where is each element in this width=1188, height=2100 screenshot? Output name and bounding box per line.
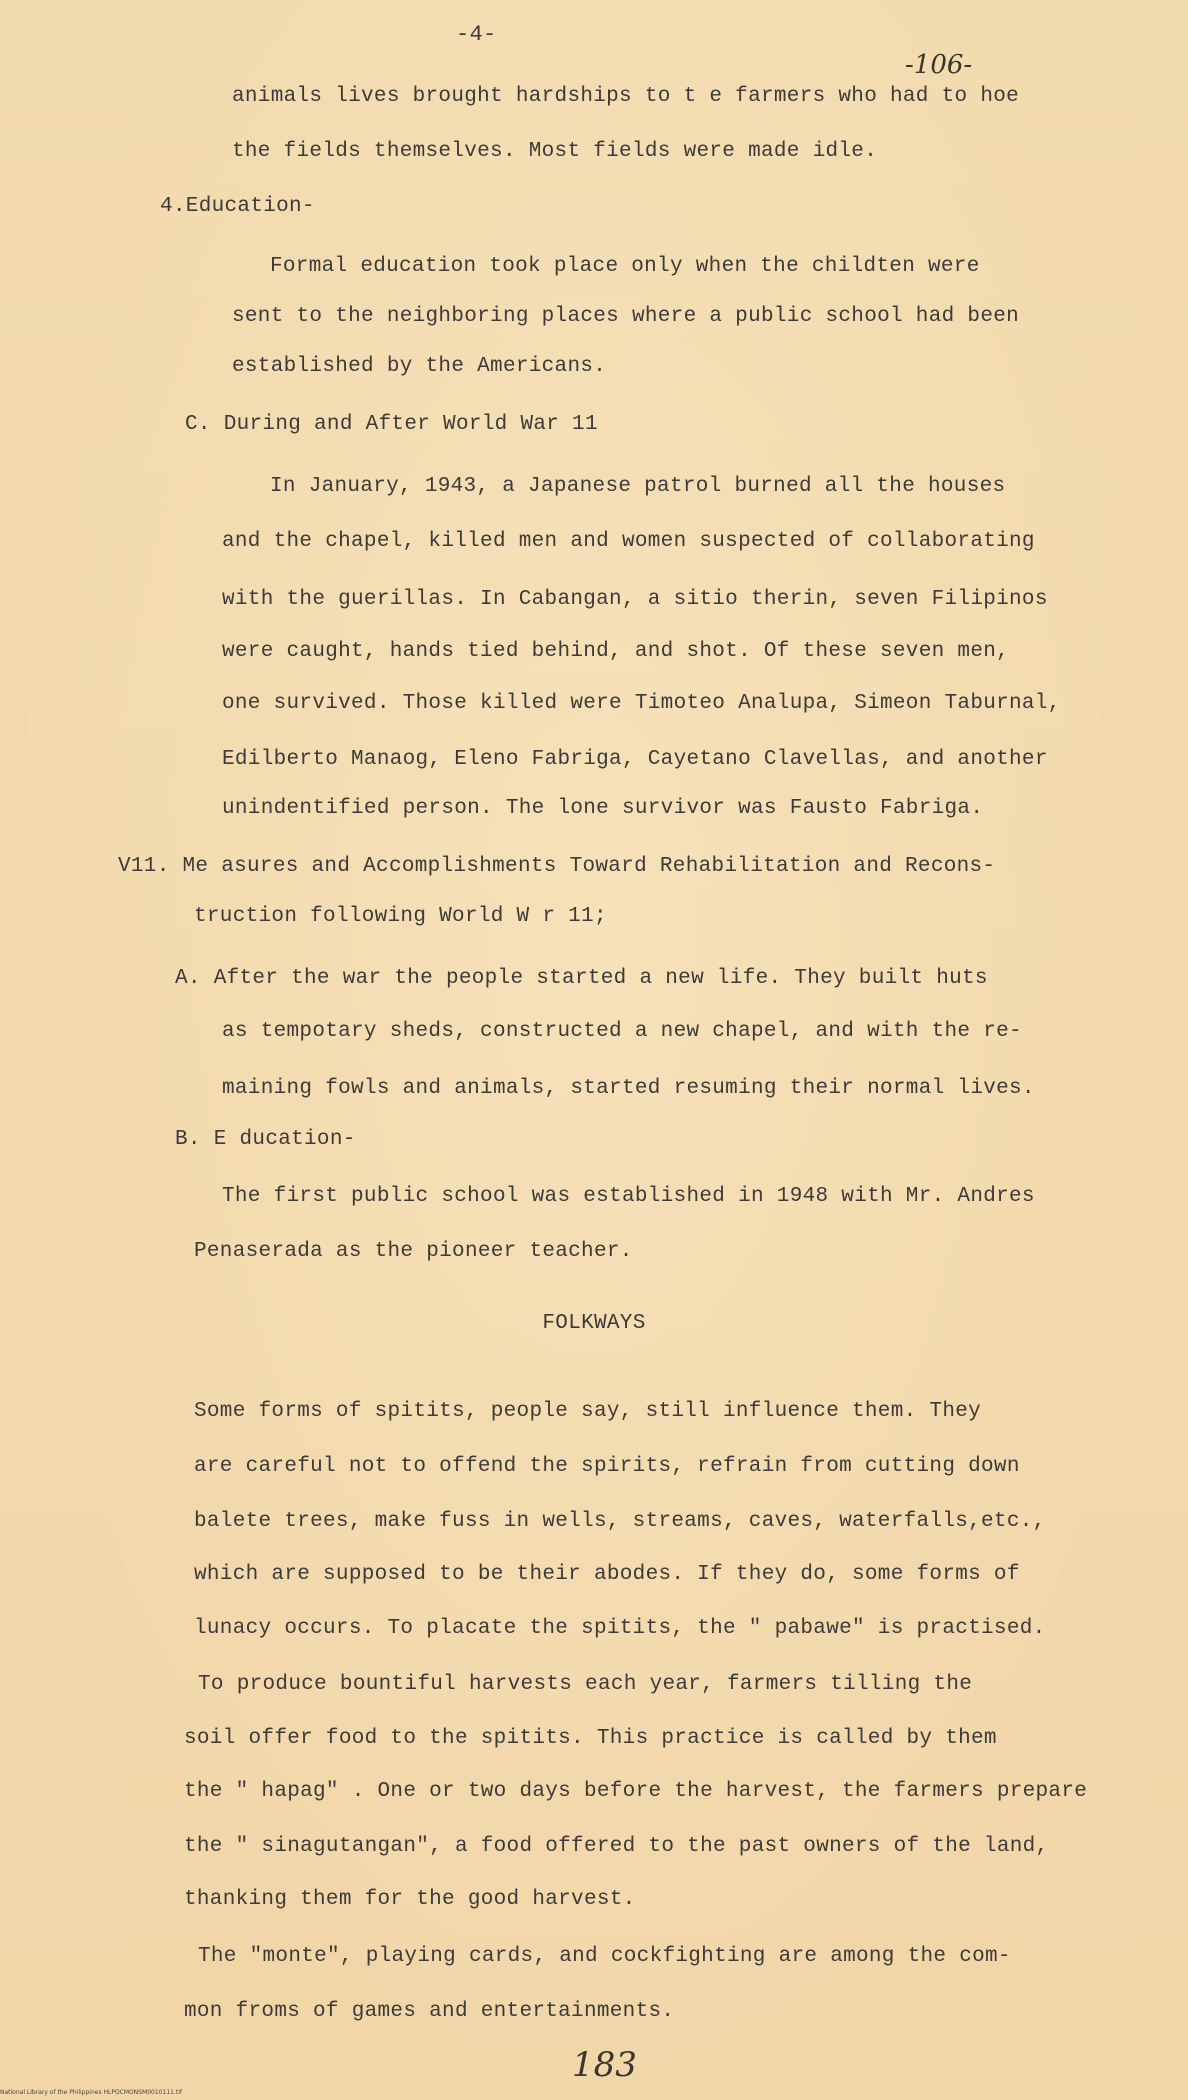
handwritten-number: 183 <box>572 2045 637 2085</box>
text-line: Edilberto Manaog, Eleno Fabriga, Cayetano Clavellas, and another <box>222 748 1048 771</box>
text-line: The first public school was established in 1948 with Mr. Andres <box>222 1185 1035 1208</box>
page-marker: -4- <box>456 22 497 47</box>
text-line: sent to the neighboring places where a public school had been <box>232 305 1020 328</box>
text-line: unindentified person. The lone survivor was Fausto Fabriga. <box>222 797 984 820</box>
section-heading: B. E ducation- <box>175 1128 356 1151</box>
text-line: soil offer food to the spitits. This practice is called by them <box>184 1727 997 1750</box>
text-line: maining fowls and animals, started resuming their normal lives. <box>222 1077 1035 1100</box>
text-line: Some forms of spitits, people say, still influence them. They <box>194 1400 982 1423</box>
text-line: animals lives brought hardships to t e farmers who had to hoe <box>232 85 1020 108</box>
text-line: the " hapag" . One or two days before the harvest, the farmers prepare <box>184 1780 1088 1803</box>
text-line: In January, 1943, a Japanese patrol burned all the houses <box>270 475 1006 498</box>
text-line: the " sinagutangan", a food offered to the past owners of the land, <box>184 1835 1049 1858</box>
folkways-heading: FOLKWAYS <box>542 1312 646 1335</box>
section-heading: truction following World W r 11; <box>194 905 607 928</box>
text-line: thanking them for the good harvest. <box>184 1888 636 1911</box>
text-line: established by the Americans. <box>232 355 607 378</box>
text-line: which are supposed to be their abodes. If they do, some forms of <box>194 1563 1020 1586</box>
text-line: are careful not to offend the spirits, refrain from cutting down <box>194 1455 1020 1478</box>
text-line: Penaserada as the pioneer teacher. <box>194 1240 633 1263</box>
text-line: mon froms of games and entertainments. <box>184 2000 675 2023</box>
section-heading: C. During and After World War 11 <box>185 413 598 436</box>
text-line: The "monte", playing cards, and cockfighting are among the com- <box>198 1945 1011 1968</box>
text-line: lunacy occurs. To placate the spitits, the " pabawe" is practised. <box>194 1617 1046 1640</box>
text-line: were caught, hands tied behind, and shot. Of these seven men, <box>222 640 1010 663</box>
text-line: with the guerillas. In Cabangan, a sitio therin, seven Filipinos <box>222 588 1048 611</box>
text-line: the fields themselves. Most fields were made idle. <box>232 140 878 163</box>
footer-caption: National Library of the Philippines HLPOCMONSM0010111.tif <box>0 2089 182 2096</box>
text-line: and the chapel, killed men and women suspected of collaborating <box>222 530 1035 553</box>
handwritten-page-number: -106- <box>905 50 973 80</box>
text-line: one survived. Those killed were Timoteo Analupa, Simeon Taburnal, <box>222 692 1061 715</box>
section-heading: V11. Me asures and Accomplishments Toward Rehabilitation and Recons- <box>118 855 996 878</box>
text-line: A. After the war the people started a new life. They built huts <box>175 967 988 990</box>
text-line: To produce bountiful harvests each year, farmers tilling the <box>198 1673 973 1696</box>
text-line: balete trees, make fuss in wells, streams, caves, waterfalls,etc., <box>194 1510 1046 1533</box>
text-line: as tempotary sheds, constructed a new chapel, and with the re- <box>222 1020 1022 1043</box>
section-heading: 4.Education- <box>160 195 315 218</box>
text-line: Formal education took place only when the childten were <box>270 255 980 278</box>
